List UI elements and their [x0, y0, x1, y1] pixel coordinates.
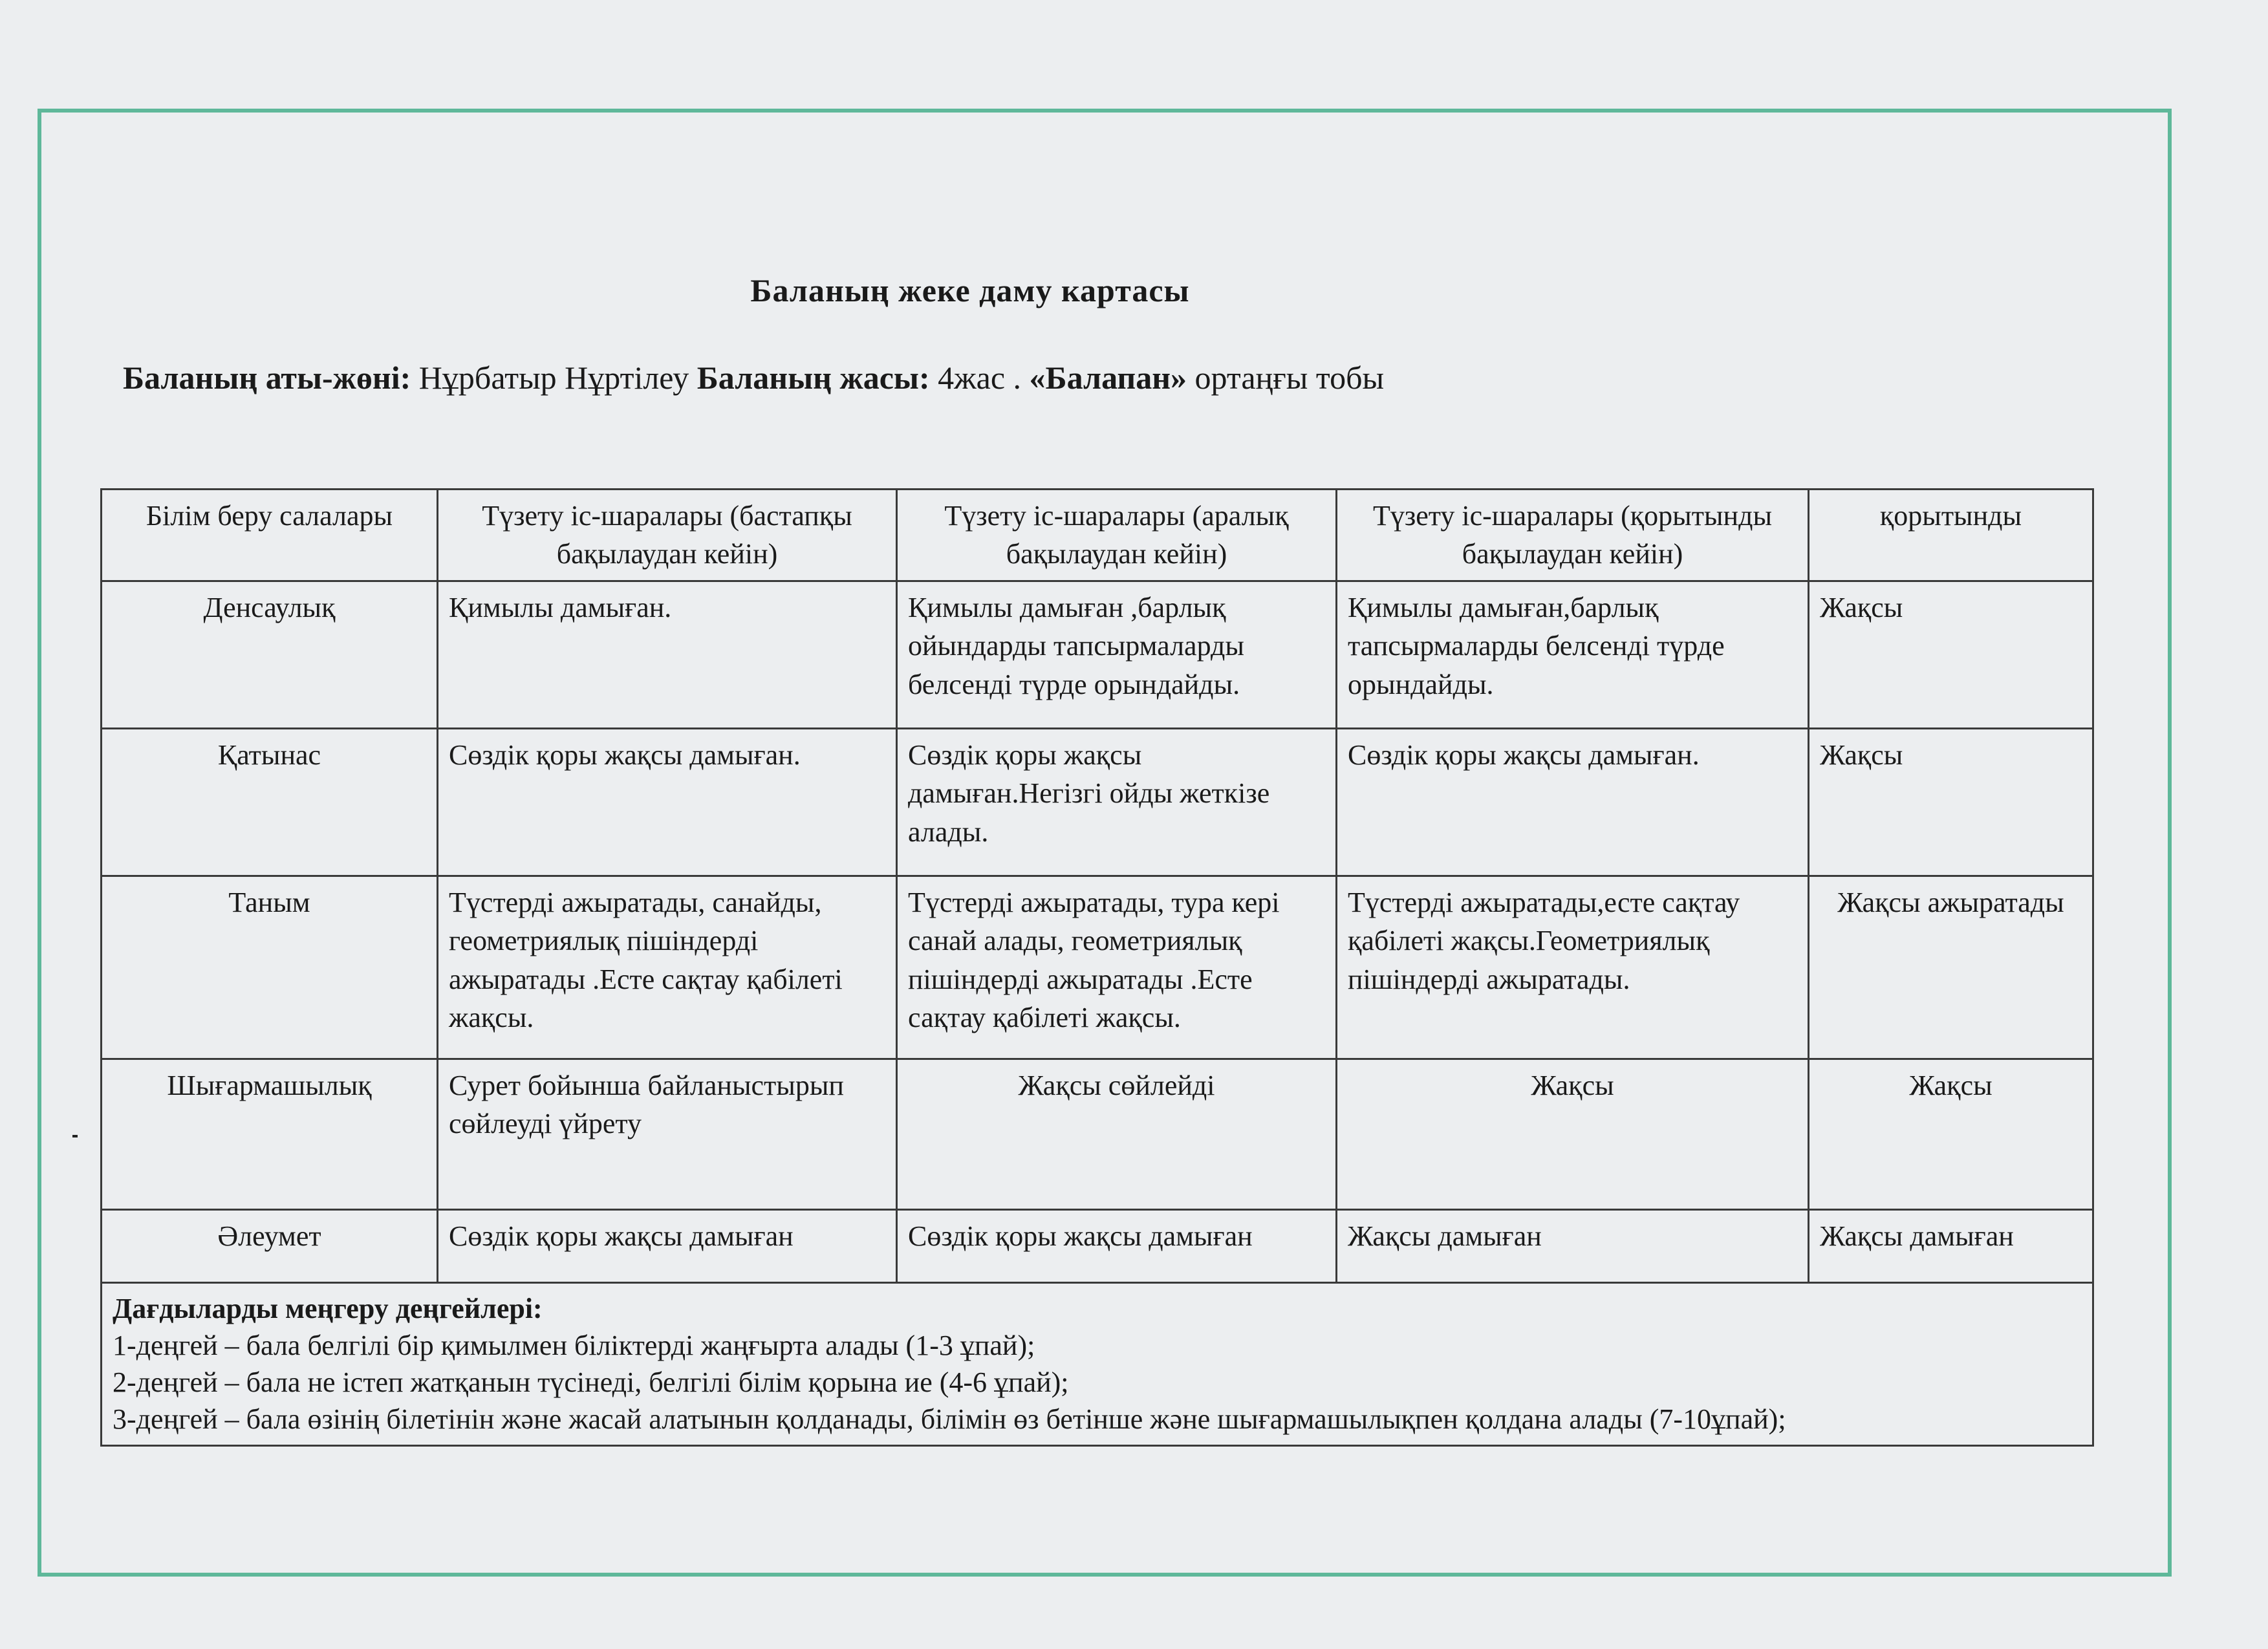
- levels-row: [102, 1282, 2093, 1445]
- initial-cell: Сөздік қоры жақсы дамыған.: [438, 728, 897, 876]
- final-cell: Жақсы: [1337, 1059, 1809, 1209]
- level-item: 1-деңгей – бала белгілі бір қимылмен біліктерді жаңғырта алады (1-3 ұпай);: [113, 1329, 1035, 1361]
- conclusion-cell: Жақсы: [1809, 581, 2093, 728]
- initial-cell: Қимылы дамыған.: [438, 581, 897, 728]
- final-cell: Жақсы дамыған: [1337, 1209, 1809, 1282]
- area-cell: Қатынас: [102, 728, 438, 876]
- final-cell: Түстерді ажыратады,есте сақтау қабілеті жақсы.Геометриялық пішіндерді ажыратады.: [1337, 876, 1809, 1059]
- level-item: 2-деңгей – бала не істеп жатқанын түсінеді, белгілі білім қорына ие (4-6 ұпай);: [113, 1366, 1069, 1399]
- levels-heading: Дағдыларды меңгеру деңгейлері:: [113, 1292, 543, 1324]
- table-row: [102, 876, 2093, 1059]
- header-conclusion: қорытынды: [1809, 490, 2093, 581]
- intermediate-cell: Қимылы дамыған ,барлық ойындарды тапсырмаларды белсенді түрде орындайды.: [897, 581, 1337, 728]
- stray-mark: [72, 1135, 78, 1137]
- initial-cell: Сөздік қоры жақсы дамыған: [438, 1209, 897, 1282]
- area-cell: Денсаулық: [102, 581, 438, 728]
- age-value: 4жас .: [929, 360, 1030, 396]
- age-label: Баланың жасы:: [697, 360, 930, 396]
- table-row: [102, 1209, 2093, 1282]
- header-education-areas: Білім беру салалары: [102, 490, 438, 581]
- final-cell: Сөздік қоры жақсы дамыған.: [1337, 728, 1809, 876]
- child-info-line: [123, 359, 1384, 396]
- group-suffix: ортаңғы тобы: [1187, 360, 1385, 396]
- development-card-table: [100, 488, 2094, 1447]
- conclusion-cell: Жақсы дамыған: [1809, 1209, 2093, 1282]
- intermediate-cell: Түстерді ажыратады, тура кері санай алады, геометриялық пішіндерді ажыратады .Есте сақтау қабілеті жақсы.: [897, 876, 1337, 1059]
- conclusion-cell: Жақсы: [1809, 728, 2093, 876]
- area-cell: Әлеумет: [102, 1209, 438, 1282]
- intermediate-cell: Жақсы сөйлейді: [897, 1059, 1337, 1209]
- initial-cell: Түстерді ажыратады, санайды, геометриялық пішіндерді ажыратады .Есте сақтау қабілеті жақсы.: [438, 876, 897, 1059]
- level-item: 3-деңгей – бала өзінің білетінін және жасай алатынын қолданады, білімін өз бетінше және шығармашылықпен қолдана алады (7-10ұпай);: [113, 1403, 1786, 1436]
- document-title: Баланың жеке даму картасы: [750, 272, 1190, 308]
- name-value: Нұрбатыр Нұртілеу: [411, 360, 697, 396]
- table-row: [102, 728, 2093, 876]
- conclusion-cell: Жақсы: [1809, 1059, 2093, 1209]
- intermediate-cell: Сөздік қоры жақсы дамыған: [897, 1209, 1337, 1282]
- area-cell: Таным: [102, 876, 438, 1059]
- group-name: «Балапан»: [1029, 360, 1187, 396]
- name-label: Баланың аты-жөні:: [123, 360, 411, 396]
- header-initial-measures: Түзету іс-шаралары (бастапқы бақылаудан кейін): [438, 490, 897, 581]
- table-row: [102, 581, 2093, 728]
- header-intermediate-measures: Түзету іс-шаралары (аралық бақылаудан кейін): [897, 490, 1337, 581]
- intermediate-cell: Сөздік қоры жақсы дамыған.Негізгі ойды жеткізе алады.: [897, 728, 1337, 876]
- skill-levels-cell: [102, 1282, 2093, 1445]
- conclusion-cell: Жақсы ажыратады: [1809, 876, 2093, 1059]
- table-row: [102, 1059, 2093, 1209]
- table-header-row: [102, 490, 2093, 581]
- header-final-measures: Түзету іс-шаралары (қорытынды бақылаудан кейін): [1337, 490, 1809, 581]
- initial-cell: Сурет бойынша байланыстырып сөйлеуді үйрету: [438, 1059, 897, 1209]
- area-cell: Шығармашылық: [102, 1059, 438, 1209]
- final-cell: Қимылы дамыған,барлық тапсырмаларды белсенді түрде орындайды.: [1337, 581, 1809, 728]
